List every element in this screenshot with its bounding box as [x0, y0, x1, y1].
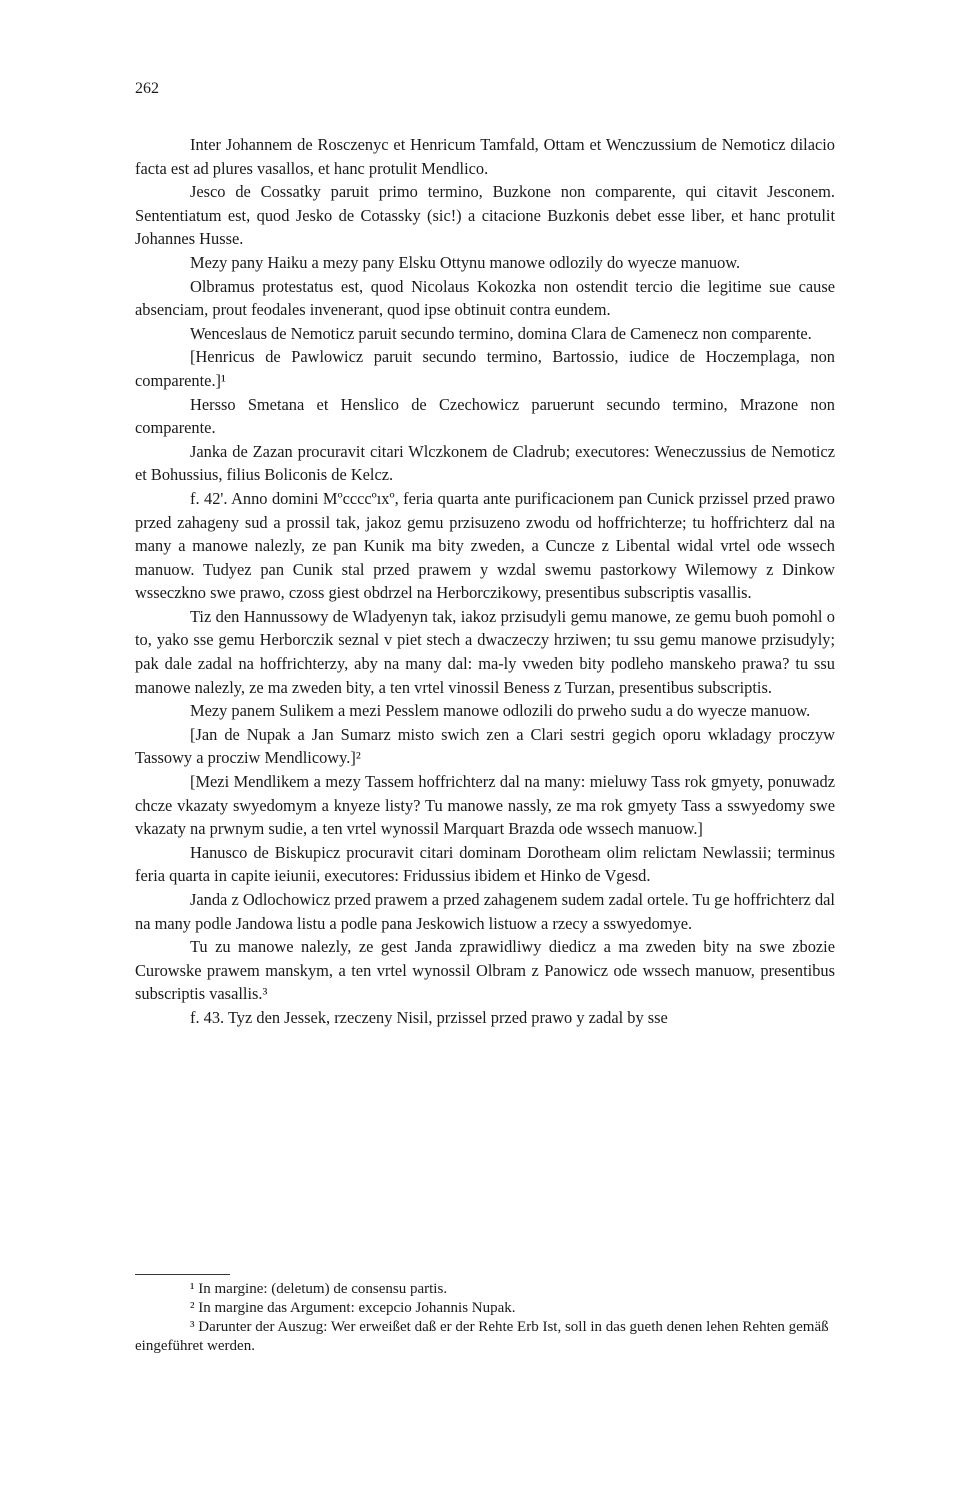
paragraph: Tiz den Hannussowy de Wladyenyn tak, iakoz przisudyli gemu manowe, ze gemu buoh pomohl o to, yako sse gemu Herborczik seznal v piet stech a dwaczeczy hrziwen; tu ssu gemu manowe przisudyly; pak dale zadal na hoffrichterzy, aby na many dal: ma-ly vweden bity podleho manskeho prawa? tu ssu manowe nalezly, ze ma zweden bity, a ten vrtel vinossil Beness z Turzan, presentibus subscriptis.	[135, 606, 835, 697]
paragraph: Janda z Odlochowicz przed prawem a przed zahagenem sudem zadal ortele. Tu ge hoffrichterz dal na many podle Jandowa listu a podle pana Jeskowich listuow a rzecy a sswyedomye.	[135, 890, 835, 933]
footnotes	[135, 1280, 835, 1356]
paragraph: Mezy panem Sulikem a mezi Pesslem manowe odlozili do prweho sudu a do wyecze manuow.	[190, 701, 811, 721]
paragraph: Tu zu manowe nalezly, ze gest Janda zprawidliwy diedicz a ma zweden bity na swe zbozie Curowske prawem manskym, a ten vrtel wynossil Olbram z Panowicz ode wssech manuow, presentibus subscriptis vasallis.³	[135, 937, 835, 1004]
paragraph: Mezy pany Haiku a mezy pany Elsku Ottynu manowe odlozily do wyecze manuow.	[190, 252, 741, 272]
paragraph: Inter Johannem de Rosczenyc et Henricum Tamfald, Ottam et Wenczussium de Nemoticz dilacio facta est ad plures vasallos, et hanc protulit Mendlico.	[135, 135, 835, 178]
footnote-divider	[135, 1274, 230, 1275]
body-text	[135, 133, 835, 1030]
paragraph: f. 43. Tyz den Jessek, rzeczeny Nisil, przissel przed prawo y zadal by sse	[190, 1007, 668, 1027]
paragraph: Jesco de Cossatky paruit primo termino, Buzkone non comparente, qui citavit Jesconem. Sententiatum est, quod Jesko de Cotassky (sic!) a citacione Buzkonis debet esse liber, et hanc protulit Johannes Husse.	[135, 182, 835, 249]
paragraph: [Henricus de Pawlowicz paruit secundo termino, Bartossio, iudice de Hoczemplaga, non comparente.]¹	[135, 347, 835, 390]
footnote: ³ Darunter der Auszug: Wer erweißet daß er der Rehte Erb Ist, soll in das gueth denen lehen Rehten gemäß eingeführet werden.	[135, 1319, 829, 1354]
paragraph: Wenceslaus de Nemoticz paruit secundo termino, domina Clara de Camenecz non comparente.	[190, 323, 812, 343]
page-number: 262	[135, 80, 159, 97]
paragraph: [Mezi Mendlikem a mezy Tassem hoffrichterz dal na many: mieluwy Tass rok gmyety, ponuwadz chcze vkazaty swyedomym a knyeze listy? Tu manowe nassly, ze ma rok gmyety Tass a sswyedomy swe vkazaty na prwnym sudie, a ten vrtel wynossil Marquart Brazda ode wssech manuow.]	[135, 772, 835, 839]
paragraph: Olbramus protestatus est, quod Nicolaus Kokozka non ostendit tercio die legitime sue cause absenciam, prout feodales invenerant, quod ipse obtinuit contra eundem.	[135, 276, 835, 320]
paragraph: f. 42'. Anno domini Mºccccºıxº, feria quarta ante purificacionem pan Cunick przissel przed prawo przed zahageny sud a prossil tak, jakoz gemu przisuzeno zwodu od hoffrichterze; tu hoffrichterz dal na many a manowe nalezly, ze pan Kunik ma bity zweden, a Cuncze z Libental widal vrtel ode wssech manuow. Tudyez pan Cunik stal przed prawem y wzdal swemu pastorkowy Wilemowy z Dinkow wsseczkno swe prawo, czoss giest obdrzel na Herborczikowy, presentibus subscriptis vasallis.	[135, 488, 835, 603]
paragraph: Janka de Zazan procuravit citari Wlczkonem de Cladrub; executores: Weneczussius de Nemoticz et Bohussius, filius Boliconis de Kelcz.	[135, 441, 835, 485]
paragraph: Hersso Smetana et Henslico de Czechowicz paruerunt secundo termino, Mrazone non comparente.	[135, 394, 835, 438]
paragraph: [Jan de Nupak a Jan Sumarz misto swich zen a Clari sestri gegich oporu wkladagy proczyw Tassowy a procziw Mendlicowy.]²	[135, 724, 835, 768]
footnote: ¹ In margine: (deletum) de consensu partis.	[190, 1281, 448, 1297]
paragraph: Hanusco de Biskupicz procuravit citari dominam Dorotheam olim relictam Newlassii; terminus feria quarta in capite ieiunii, executores: Fridussius ibidem et Hinko de Vgesd.	[135, 842, 835, 886]
footnote: ² In margine das Argument: excepcio Johannis Nupak.	[190, 1300, 516, 1316]
